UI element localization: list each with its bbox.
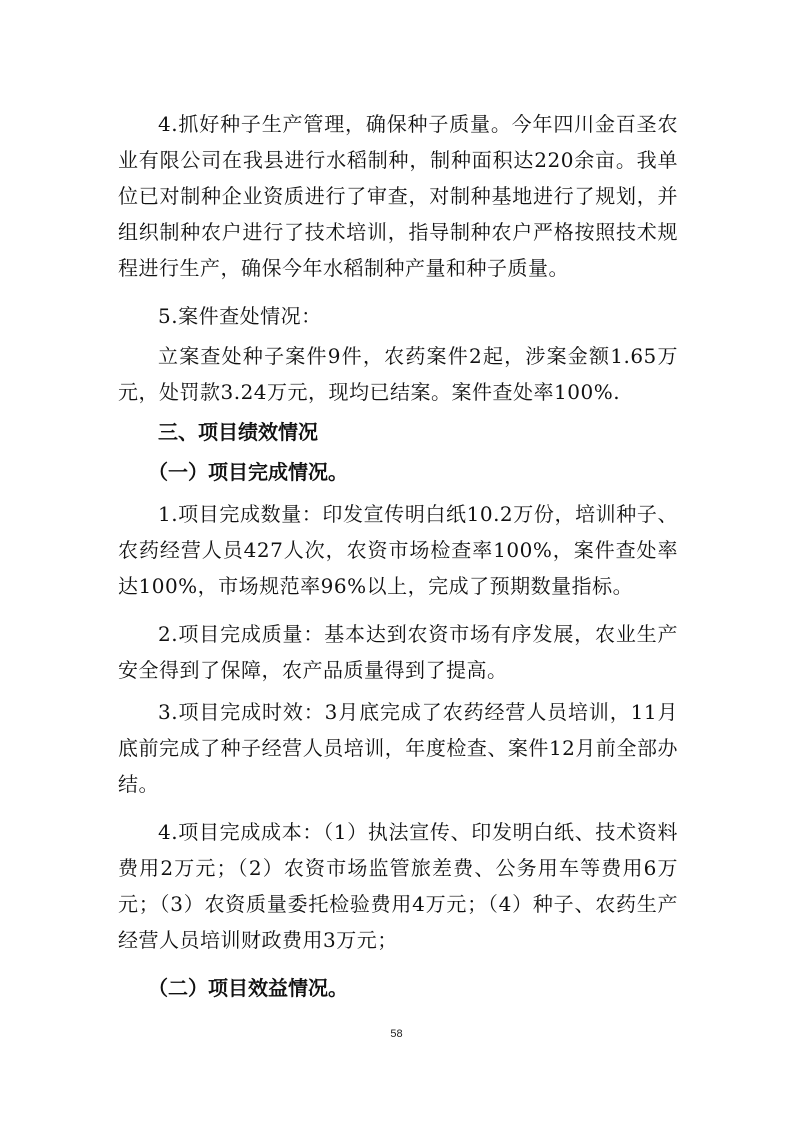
section-heading-performance: 三、项目绩效情况: [158, 420, 318, 444]
paragraph-case-details: 立案查处种子案件9件，农药案件2起，涉案金额1.65万元，处罚款3.24万元，现均已结案。案件查处率100%.: [118, 344, 678, 404]
paragraph-completion-quantity: 1.项目完成数量：印发宣传明白纸10.2万份，培训种子、农药经营人员427人次，农资市场检查率100%，案件查处率达100%，市场规范率96%以上，完成了预期数量指标。: [118, 502, 678, 598]
subsection-heading-benefits: （二）项目效益情况。: [148, 976, 348, 1000]
page-number: 58: [390, 1028, 403, 1040]
paragraph-case-heading: 5.案件查处情况：: [158, 304, 322, 328]
paragraph-completion-cost: 4.项目完成成本：（1）执法宣传、印发明白纸、技术资料费用2万元；（2）农资市场监管旅差费、公务用车等费用6万元；（3）农资质量委托检验费用4万元；（4）种子、农药生产经营人员培训财政费用3万元；: [118, 820, 678, 952]
paragraph-completion-timeliness: 3.项目完成时效：3月底完成了农药经营人员培训，11月底前完成了种子经营人员培训，年度检查、案件12月前全部办结。: [118, 700, 678, 796]
paragraph-completion-quality: 2.项目完成质量：基本达到农资市场有序发展，农业生产安全得到了保障，农产品质量得到了提高。: [118, 622, 678, 682]
subsection-heading-completion: （一）项目完成情况。: [148, 460, 348, 484]
paragraph-seed-production: 4.抓好种子生产管理，确保种子质量。今年四川金百圣农业有限公司在我县进行水稻制种，制种面积达220余亩。我单位已对制种企业资质进行了审查，对制种基地进行了规划，并组织制种农户进行了技术培训，指导制种农户严格按照技术规程进行生产，确保今年水稻制种产量和种子质量。: [118, 112, 678, 280]
